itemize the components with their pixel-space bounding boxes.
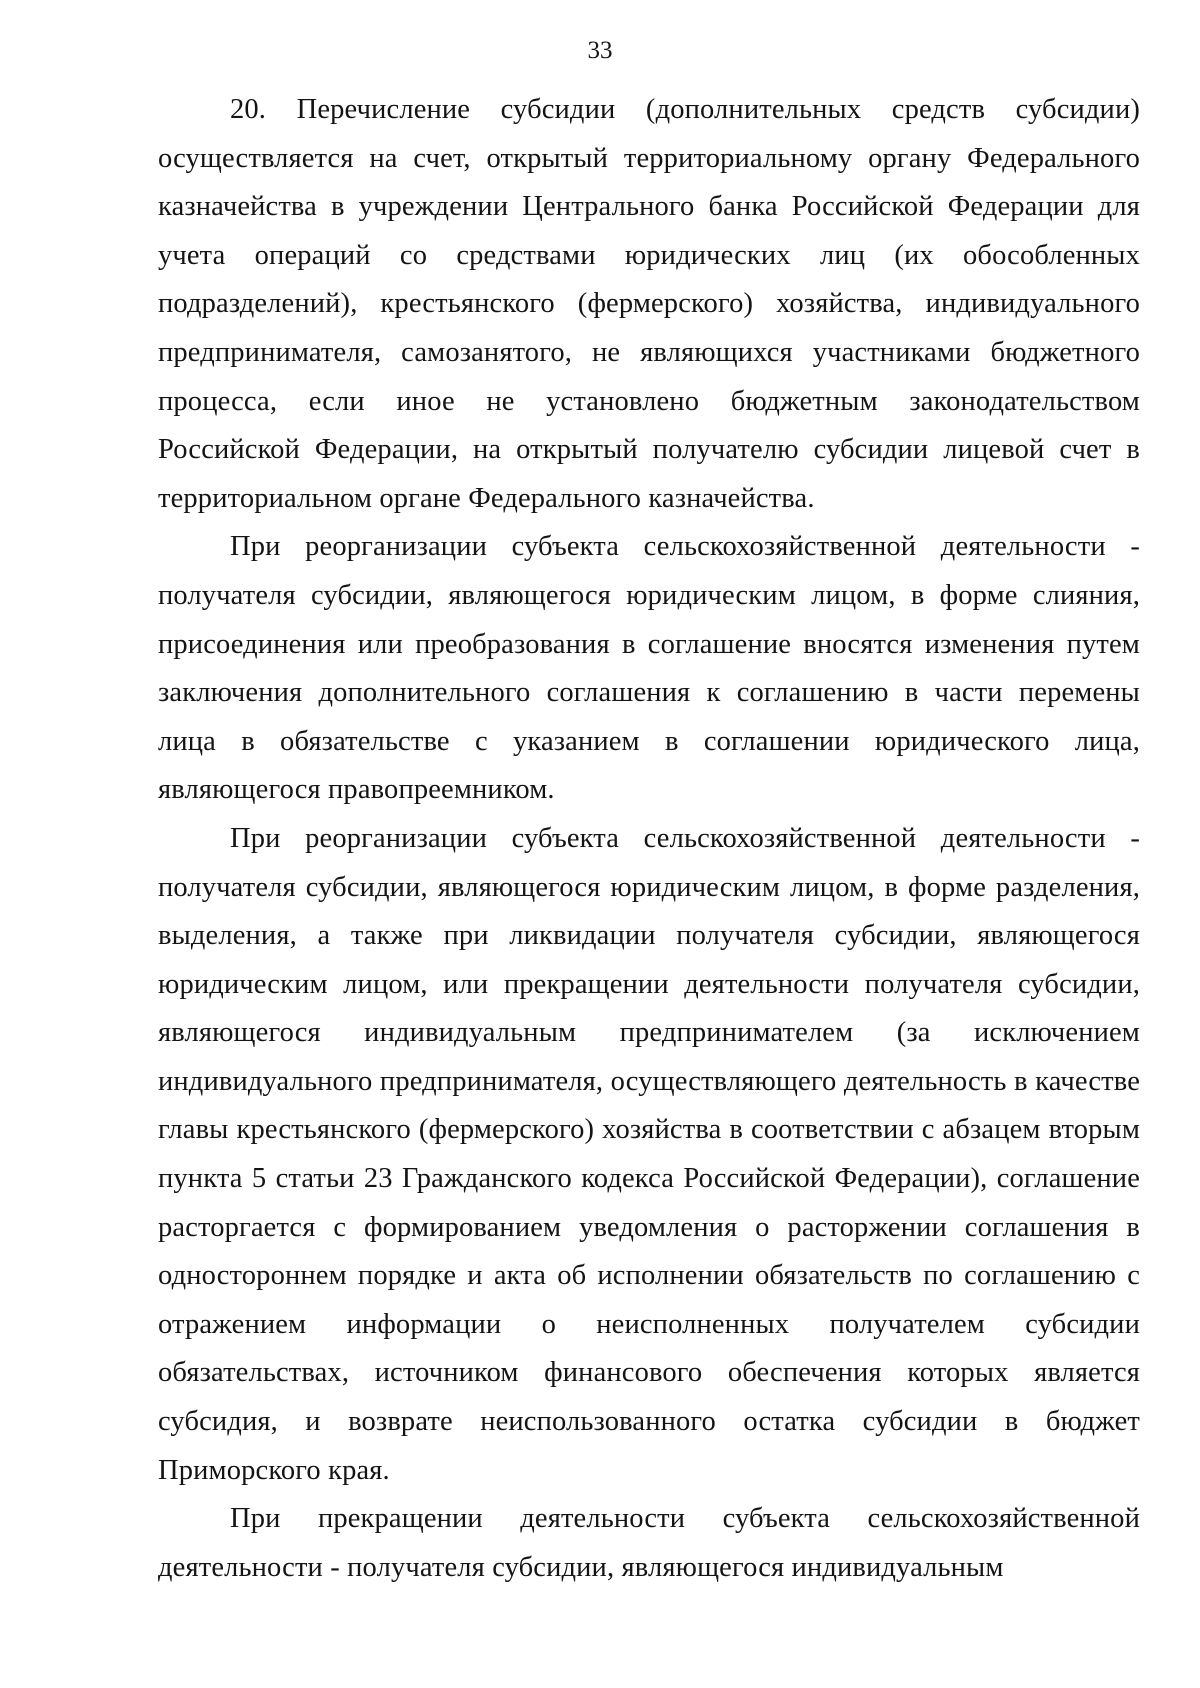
paragraph-termination-of-activity: При прекращении деятельности субъекта сельскохозяйственной деятельности - получателя субсидии, являющегося индивидуальным — [158, 1503, 1140, 1583]
paragraph-20-transfer-of-subsidy: 20. Перечисление субсидии (дополнительных средств субсидии) осуществляется на счет, открытый территориальному органу Федерального казначейства в учреждении Центрального банка Российской Федерации для учета операций со средствами юридических лиц (их обособленных подразделений), крестьянского (фермерского) хозяйства, индивидуального предпринимателя, самозанятого, не являющихся участниками бюджетного процесса, если иное не установлено бюджетным законодательством Российской Федерации, на открытый получателю субсидии лицевой счет в территориальном органе Федерального казначейства. — [158, 94, 1140, 514]
document-body — [158, 86, 1140, 1592]
page-number: 33 — [587, 37, 613, 64]
paragraph-reorganization-merger: При реорганизации субъекта сельскохозяйственной деятельности - получателя субсидии, являющегося юридическим лицом, в форме слияния, присоединения или преобразования в соглашение вносятся изменения путем заключения дополнительного соглашения к соглашению в части перемены лица в обязательстве с указанием в соглашении юридического лица, являющегося правопреемником. — [158, 531, 1140, 806]
paragraph-reorganization-division: При реорганизации субъекта сельскохозяйственной деятельности - получателя субсидии, являющегося юридическим лицом, в форме разделения, выделения, а также при ликвидации получателя субсидии, являющегося юридическим лицом, или прекращении деятельности получателя субсидии, являющегося индивидуальным предпринимателем (за исключением индивидуального предпринимателя, осуществляющего деятельность в качестве главы крестьянского (фермерского) хозяйства в соответствии с абзацем вторым пункта 5 статьи 23 Гражданского кодекса Российской Федерации), соглашение расторгается с формированием уведомления о расторжении соглашения в одностороннем порядке и акта об исполнении обязательств по соглашению с отражением информации о неисполненных получателем субсидии обязательствах, источником финансового обеспечения которых является субсидия, и возврате неиспользованного остатка субсидии в бюджет Приморского края. — [158, 822, 1140, 1486]
